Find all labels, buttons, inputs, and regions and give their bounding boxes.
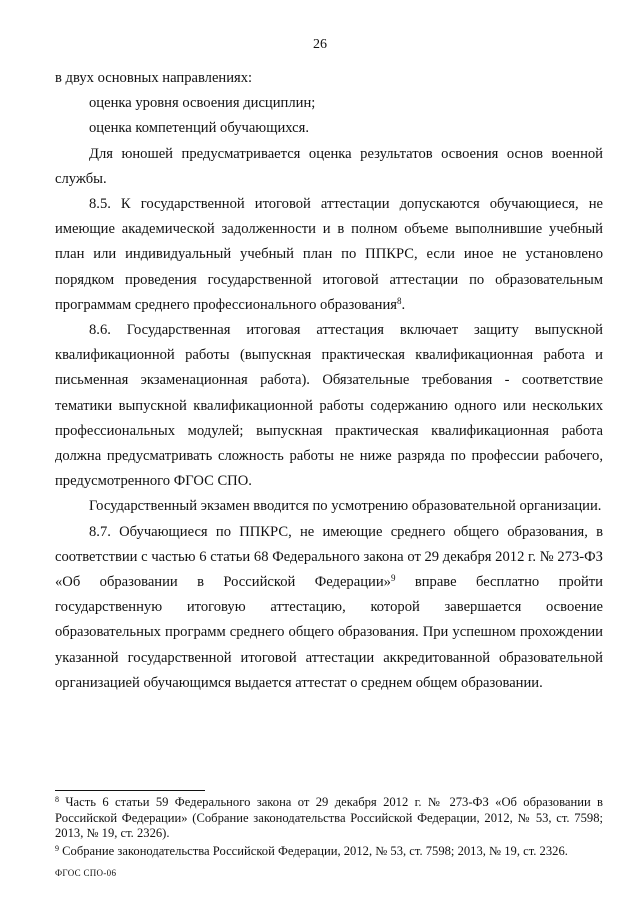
footnote-ref-8: 8 bbox=[397, 295, 402, 306]
paragraph-text: Для юношей предусматривается оценка результатов освоения основ военной службы. bbox=[55, 145, 603, 187]
paragraph-text: оценка уровня освоения дисциплин; bbox=[89, 95, 316, 112]
paragraph-text: в двух основных направлениях: bbox=[55, 70, 253, 86]
footnote-separator bbox=[55, 790, 205, 791]
footer-code: ФГОС СПО-06 bbox=[55, 868, 117, 878]
footnote-mark: 8 bbox=[55, 795, 59, 804]
paragraph-text: 8.7. Обучающиеся по ППКРС, не имеющие среднего общего образования, в соответствии с частью 6 статьи 68 Федерального закона от 29 декабря 2012 г. № 273-ФЗ «Об образовании в Российской Федерации» bbox=[55, 523, 603, 591]
footnote-8 bbox=[55, 795, 603, 842]
paragraph-military bbox=[55, 142, 603, 192]
paragraph-text: 8.5. К государственной итоговой аттестации допускаются обучающиеся, не имеющие академической задолженности и в полном объеме выполнившие учебный план или индивидуальный учебный план по ППКРС, если иное не установлено порядком проведения государственной итоговой аттестации по образовательным программам среднего профессионального образования bbox=[55, 196, 603, 313]
paragraph-text: 8.6. Государственная итоговая аттестация включает защиту выпускной квалификационной работы (выпускная практическая квалификационная работа и письменная экзаменационная работа). Обязательные требования - соответствие тематики выпускной квалификационной работы содержанию одного или нескольких профессиональных модулей; выпускная практическая квалификационная работа должна предусматривать сложность работы не ниже разряда по профессии рабочего, предусмотренного ФГОС СПО. bbox=[55, 322, 603, 490]
paragraph-intro bbox=[55, 66, 603, 91]
paragraph-8-5 bbox=[55, 192, 603, 318]
footnotes bbox=[55, 795, 603, 859]
paragraph-text: оценка компетенций обучающихся. bbox=[89, 120, 309, 137]
list-item-disciplines bbox=[55, 91, 603, 116]
paragraph-state-exam bbox=[55, 494, 603, 519]
paragraph-8-6 bbox=[55, 318, 603, 494]
paragraph-tail: вправе бесплатно пройти государственную итоговую аттестацию, которой завершается освоение образовательных программ среднего общего образования. При успешном прохождении указанной государственной итоговой аттестации аккредитованной образовательной организацией обучающимся выдается аттестат о среднем общем образовании. bbox=[55, 574, 603, 691]
list-item-competencies bbox=[55, 116, 603, 141]
paragraph-tail: . bbox=[401, 296, 406, 313]
footnote-ref-9: 9 bbox=[390, 573, 396, 584]
paragraph-8-7 bbox=[55, 520, 603, 696]
paragraph-text: Государственный экзамен вводится по усмотрению образовательной организации. bbox=[89, 498, 602, 515]
footnote-9 bbox=[55, 844, 603, 860]
footnote-text: Часть 6 статьи 59 Федерального закона от 29 декабря 2012 г. № 273-ФЗ «Об образовании в Российской Федерации» (Собрание законодательства Российской Федерации, 2012, № 53, ст. 7598; 2013, № 19, ст. 2326). bbox=[55, 795, 603, 841]
footnote-mark: 9 bbox=[55, 843, 59, 853]
footnote-text: Собрание законодательства Российской Федерации, 2012, № 53, ст. 7598; 2013, № 19, ст. 2326. bbox=[59, 843, 568, 858]
page-number: 26 bbox=[313, 37, 327, 52]
main-text bbox=[55, 66, 603, 696]
